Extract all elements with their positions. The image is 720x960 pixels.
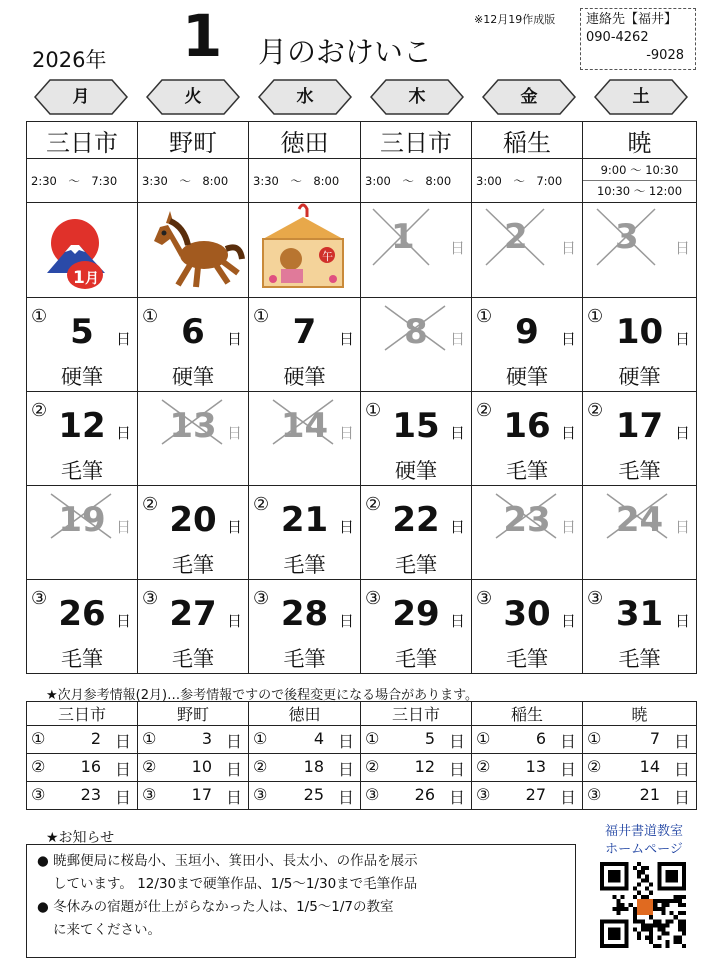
location-cell: 徳田 bbox=[249, 122, 361, 159]
week-row-5 bbox=[27, 580, 697, 674]
school-name[interactable]: 福井書道教室 bbox=[604, 824, 683, 839]
day-suffix: 日 bbox=[560, 518, 576, 536]
day-number: 7 bbox=[649, 729, 660, 748]
day-number: 21 bbox=[280, 500, 329, 540]
day-number: 5 bbox=[424, 729, 435, 748]
day-suffix: 日 bbox=[674, 330, 690, 348]
day-number: 20 bbox=[169, 500, 217, 540]
homepage-link[interactable] bbox=[594, 823, 694, 859]
day-number: 2 bbox=[504, 217, 528, 257]
day-suffix: 日 bbox=[114, 760, 131, 779]
lesson-number: ① bbox=[587, 306, 604, 327]
day-number: 10 bbox=[191, 757, 212, 776]
day-cell bbox=[361, 580, 472, 674]
next-month-cell bbox=[583, 726, 697, 754]
day-suffix: 日 bbox=[560, 424, 576, 442]
lesson-number: ③ bbox=[253, 785, 268, 804]
contact-phone-2: -9028 bbox=[646, 48, 684, 63]
next-month-cell bbox=[472, 726, 583, 754]
time-cell-saturday bbox=[583, 159, 697, 203]
lesson-number: ① bbox=[365, 400, 382, 421]
week-row-1 bbox=[27, 203, 697, 298]
horse-icon bbox=[138, 203, 246, 293]
next-month-cell bbox=[27, 754, 138, 782]
week-row-2 bbox=[27, 298, 697, 392]
time-slot-1: 9:00 ～ 10:30 bbox=[600, 163, 679, 177]
next-month-location: 稲生 bbox=[472, 702, 583, 726]
illustration-fuji-cell bbox=[27, 203, 138, 298]
created-note: ※12月19作成版 bbox=[474, 13, 556, 26]
day-cell bbox=[138, 580, 249, 674]
contact-box bbox=[580, 8, 696, 70]
day-suffix: 日 bbox=[448, 788, 465, 807]
next-month-cell bbox=[361, 782, 472, 810]
location-cell: 三日市 bbox=[361, 122, 472, 159]
day-suffix: 日 bbox=[337, 760, 354, 779]
day-number: 13 bbox=[169, 406, 217, 446]
notice-line: ● 暁郵便局に桜島小、玉垣小、箕田小、長太小、の作品を展示 bbox=[37, 853, 418, 869]
lesson-number: ① bbox=[476, 729, 491, 748]
day-suffix: 日 bbox=[673, 732, 690, 751]
day-cell-off bbox=[361, 203, 472, 298]
lesson-number: ② bbox=[365, 494, 382, 515]
day-cell bbox=[472, 298, 583, 392]
day-number: 31 bbox=[615, 594, 664, 634]
lesson-number: ① bbox=[365, 729, 380, 748]
next-month-cell bbox=[138, 726, 249, 754]
day-suffix: 日 bbox=[449, 518, 465, 536]
day-number: 12 bbox=[58, 406, 106, 446]
day-number: 9 bbox=[515, 312, 539, 352]
next-month-cell bbox=[361, 726, 472, 754]
day-number: 28 bbox=[280, 594, 329, 634]
lesson-type: 毛筆 bbox=[61, 459, 103, 483]
day-number: 15 bbox=[392, 406, 440, 446]
day-suffix: 日 bbox=[448, 732, 465, 751]
lesson-number: ② bbox=[476, 400, 493, 421]
next-month-cell bbox=[472, 782, 583, 810]
time-cell: 3:00 ～ 8:00 bbox=[361, 159, 472, 203]
day-number: 3 bbox=[615, 217, 639, 257]
day-suffix: 日 bbox=[560, 239, 576, 257]
time-cell: 3:00 ～ 7:00 bbox=[472, 159, 583, 203]
day-number: 6 bbox=[181, 312, 205, 352]
day-suffix: 日 bbox=[115, 424, 131, 442]
week-row-3 bbox=[27, 392, 697, 486]
svg-text:月: 月 bbox=[85, 271, 99, 287]
week-row-4 bbox=[27, 486, 697, 580]
notice-line: ● 冬休みの宿題が仕上がらなかった人は、1/5～1/7の教室 bbox=[37, 899, 394, 915]
homepage-label[interactable]: ホームページ bbox=[605, 842, 683, 857]
lesson-number: ② bbox=[253, 757, 268, 776]
next-month-cell bbox=[361, 754, 472, 782]
lesson-number: ③ bbox=[142, 785, 157, 804]
day-number: 10 bbox=[615, 312, 664, 352]
lesson-number: ③ bbox=[476, 785, 491, 804]
next-month-row bbox=[27, 726, 697, 754]
ema-icon bbox=[249, 203, 357, 293]
qr-code-icon[interactable] bbox=[600, 862, 686, 948]
day-number: 23 bbox=[80, 785, 101, 804]
day-cell-off bbox=[249, 392, 361, 486]
day-cell bbox=[138, 298, 249, 392]
day-cell bbox=[27, 392, 138, 486]
lesson-number: ① bbox=[476, 306, 493, 327]
lesson-type: 毛筆 bbox=[395, 647, 437, 671]
day-cell-off bbox=[583, 486, 697, 580]
lesson-number: ② bbox=[587, 757, 602, 776]
next-month-header-row bbox=[27, 702, 697, 726]
day-suffix: 日 bbox=[673, 760, 690, 779]
next-month-row bbox=[27, 782, 697, 810]
day-number: 8 bbox=[404, 312, 428, 352]
day-cell-off bbox=[583, 203, 697, 298]
contact-phone-1: 090-4262 bbox=[586, 30, 649, 45]
day-cell bbox=[249, 486, 361, 580]
notice-box bbox=[26, 844, 576, 958]
lesson-number: ② bbox=[31, 757, 46, 776]
next-month-cell bbox=[583, 754, 697, 782]
lesson-number: ③ bbox=[31, 588, 48, 609]
weekday-label: 金 bbox=[482, 79, 576, 115]
weekday-label: 火 bbox=[146, 79, 240, 115]
svg-text:午: 午 bbox=[322, 250, 333, 263]
day-suffix: 日 bbox=[559, 732, 576, 751]
lesson-number: ③ bbox=[253, 588, 270, 609]
day-suffix: 日 bbox=[225, 732, 242, 751]
lesson-number: ① bbox=[31, 306, 48, 327]
next-month-note: ★次月参考情報(2月)…参考情報ですので後程変更になる場合があります。 bbox=[46, 688, 479, 703]
day-suffix: 日 bbox=[674, 518, 690, 536]
lesson-type: 毛筆 bbox=[172, 647, 214, 671]
day-suffix: 日 bbox=[226, 518, 242, 536]
lesson-type: 硬筆 bbox=[61, 365, 103, 389]
notice-line: しています。 12/30まで硬筆作品、1/5～1/30まで毛筆作品 bbox=[53, 876, 418, 892]
time-slot-2: 10:30 ～ 12:00 bbox=[583, 180, 696, 201]
day-number: 18 bbox=[303, 757, 324, 776]
day-suffix: 日 bbox=[674, 612, 690, 630]
day-number: 4 bbox=[313, 729, 324, 748]
illustration-horse-cell bbox=[138, 203, 249, 298]
lesson-number: ③ bbox=[476, 588, 493, 609]
day-suffix: 日 bbox=[337, 732, 354, 751]
lesson-type: 毛筆 bbox=[172, 553, 214, 577]
day-cell bbox=[472, 392, 583, 486]
weekday-label: 水 bbox=[258, 79, 352, 115]
next-month-location: 三日市 bbox=[27, 702, 138, 726]
day-number: 29 bbox=[392, 594, 440, 634]
day-cell-off bbox=[138, 392, 249, 486]
next-month-table bbox=[26, 701, 697, 810]
day-suffix: 日 bbox=[226, 612, 242, 630]
illustration-ema-cell bbox=[249, 203, 361, 298]
day-number: 7 bbox=[292, 312, 317, 352]
lesson-number: ③ bbox=[142, 588, 159, 609]
day-suffix: 日 bbox=[225, 788, 242, 807]
lesson-number: ② bbox=[142, 757, 157, 776]
lesson-number: ③ bbox=[587, 785, 602, 804]
day-cell bbox=[583, 580, 697, 674]
lesson-type: 硬筆 bbox=[172, 365, 214, 389]
day-number: 3 bbox=[201, 729, 212, 748]
day-suffix: 日 bbox=[338, 518, 354, 536]
day-number: 23 bbox=[503, 500, 551, 540]
day-suffix: 日 bbox=[449, 612, 465, 630]
day-cell bbox=[249, 298, 361, 392]
day-suffix: 日 bbox=[338, 612, 354, 630]
lesson-number: ② bbox=[365, 757, 380, 776]
day-cell bbox=[583, 298, 697, 392]
next-month-location: 暁 bbox=[583, 702, 697, 726]
day-suffix: 日 bbox=[338, 424, 354, 442]
day-suffix: 日 bbox=[226, 424, 242, 442]
svg-text:1: 1 bbox=[73, 268, 85, 288]
lesson-number: ③ bbox=[365, 588, 382, 609]
lesson-number: ① bbox=[587, 729, 602, 748]
day-number: 25 bbox=[303, 785, 324, 804]
day-suffix: 日 bbox=[449, 239, 465, 257]
day-cell bbox=[472, 580, 583, 674]
next-month-cell bbox=[27, 726, 138, 754]
day-suffix: 日 bbox=[115, 330, 131, 348]
time-cell: 3:30 ～ 8:00 bbox=[138, 159, 249, 203]
lesson-number: ① bbox=[142, 729, 157, 748]
lesson-type: 毛筆 bbox=[283, 553, 326, 577]
lesson-number: ① bbox=[253, 306, 270, 327]
weekday-label: 木 bbox=[370, 79, 464, 115]
day-number: 19 bbox=[58, 500, 106, 540]
day-number: 22 bbox=[392, 500, 440, 540]
lesson-number: ② bbox=[476, 757, 491, 776]
day-number: 13 bbox=[525, 757, 546, 776]
day-cell bbox=[27, 580, 138, 674]
next-month-cell bbox=[138, 754, 249, 782]
location-row bbox=[27, 122, 697, 159]
weekday-label: 土 bbox=[594, 79, 688, 115]
day-number: 24 bbox=[615, 500, 664, 540]
lesson-type: 硬筆 bbox=[506, 365, 548, 389]
next-month-cell bbox=[249, 754, 361, 782]
day-suffix: 日 bbox=[449, 330, 465, 348]
lesson-number: ① bbox=[253, 729, 268, 748]
day-suffix: 日 bbox=[115, 518, 131, 536]
contact-label: 連絡先【福井】 bbox=[586, 12, 678, 27]
day-number: 17 bbox=[615, 406, 664, 446]
day-suffix: 日 bbox=[560, 330, 576, 348]
day-number: 6 bbox=[535, 729, 546, 748]
day-suffix: 日 bbox=[559, 788, 576, 807]
time-cell: 2:30 ～ 7:30 bbox=[27, 159, 138, 203]
lesson-number: ③ bbox=[31, 785, 46, 804]
next-month-row bbox=[27, 754, 697, 782]
lesson-number: ② bbox=[142, 494, 159, 515]
day-suffix: 日 bbox=[115, 612, 131, 630]
day-suffix: 日 bbox=[226, 330, 242, 348]
time-row bbox=[27, 159, 697, 203]
month-number: 1 bbox=[182, 2, 223, 70]
day-number: 14 bbox=[639, 757, 660, 776]
day-suffix: 日 bbox=[673, 788, 690, 807]
location-cell: 稲生 bbox=[472, 122, 583, 159]
day-cell bbox=[361, 486, 472, 580]
lesson-type: 硬筆 bbox=[395, 459, 437, 483]
lesson-number: ② bbox=[31, 400, 48, 421]
day-cell-off bbox=[472, 203, 583, 298]
weekday-label: 月 bbox=[34, 79, 128, 115]
location-cell: 三日市 bbox=[27, 122, 138, 159]
lesson-type: 毛筆 bbox=[506, 459, 548, 483]
lesson-number: ③ bbox=[587, 588, 604, 609]
day-suffix: 日 bbox=[559, 760, 576, 779]
fuji-sunrise-icon bbox=[27, 203, 135, 293]
lesson-type: 硬筆 bbox=[618, 365, 661, 389]
day-suffix: 日 bbox=[448, 760, 465, 779]
day-cell-off bbox=[361, 298, 472, 392]
next-month-location: 三日市 bbox=[361, 702, 472, 726]
day-suffix: 日 bbox=[674, 424, 690, 442]
lesson-number: ② bbox=[253, 494, 270, 515]
location-cell: 暁 bbox=[583, 122, 697, 159]
day-cell bbox=[583, 392, 697, 486]
lesson-number: ③ bbox=[365, 785, 380, 804]
day-cell-off bbox=[27, 486, 138, 580]
next-month-location: 野町 bbox=[138, 702, 249, 726]
day-cell bbox=[138, 486, 249, 580]
lesson-number: ① bbox=[142, 306, 159, 327]
day-cell bbox=[27, 298, 138, 392]
next-month-cell bbox=[249, 726, 361, 754]
day-number: 27 bbox=[525, 785, 546, 804]
next-month-cell bbox=[583, 782, 697, 810]
schedule-table bbox=[26, 121, 697, 674]
day-number: 14 bbox=[280, 406, 329, 446]
day-cell-off bbox=[472, 486, 583, 580]
notice-title: ★お知らせ bbox=[46, 830, 115, 846]
day-number: 26 bbox=[414, 785, 435, 804]
day-suffix: 日 bbox=[114, 788, 131, 807]
lesson-type: 毛筆 bbox=[61, 647, 103, 671]
day-number: 16 bbox=[503, 406, 551, 446]
lesson-type: 毛筆 bbox=[618, 647, 661, 671]
next-month-cell bbox=[27, 782, 138, 810]
day-number: 17 bbox=[191, 785, 212, 804]
lesson-type: 毛筆 bbox=[618, 459, 661, 483]
lesson-number: ① bbox=[31, 729, 46, 748]
next-month-cell bbox=[472, 754, 583, 782]
year-label: 2026年 bbox=[32, 48, 107, 72]
day-suffix: 日 bbox=[337, 788, 354, 807]
day-suffix: 日 bbox=[560, 612, 576, 630]
day-number: 26 bbox=[58, 594, 106, 634]
location-cell: 野町 bbox=[138, 122, 249, 159]
day-number: 5 bbox=[70, 312, 94, 352]
day-suffix: 日 bbox=[114, 732, 131, 751]
time-cell: 3:30 ～ 8:00 bbox=[249, 159, 361, 203]
day-number: 30 bbox=[503, 594, 551, 634]
day-number: 27 bbox=[169, 594, 217, 634]
day-suffix: 日 bbox=[674, 239, 690, 257]
lesson-type: 毛筆 bbox=[506, 647, 548, 671]
day-number: 2 bbox=[90, 729, 101, 748]
day-number: 21 bbox=[639, 785, 660, 804]
notice-line: に来てください。 bbox=[53, 922, 161, 938]
day-suffix: 日 bbox=[449, 424, 465, 442]
weekday-header-row bbox=[28, 79, 696, 117]
page-title: 月のおけいこ bbox=[258, 35, 433, 69]
lesson-type: 硬筆 bbox=[283, 365, 326, 389]
day-suffix: 日 bbox=[225, 760, 242, 779]
day-cell bbox=[249, 580, 361, 674]
lesson-type: 毛筆 bbox=[283, 647, 326, 671]
day-suffix: 日 bbox=[338, 330, 354, 348]
lesson-type: 毛筆 bbox=[395, 553, 437, 577]
lesson-number: ② bbox=[587, 400, 604, 421]
day-number: 1 bbox=[391, 217, 415, 257]
day-number: 16 bbox=[80, 757, 101, 776]
day-cell bbox=[361, 392, 472, 486]
next-month-location: 徳田 bbox=[249, 702, 361, 726]
day-number: 12 bbox=[414, 757, 435, 776]
next-month-cell bbox=[249, 782, 361, 810]
next-month-cell bbox=[138, 782, 249, 810]
